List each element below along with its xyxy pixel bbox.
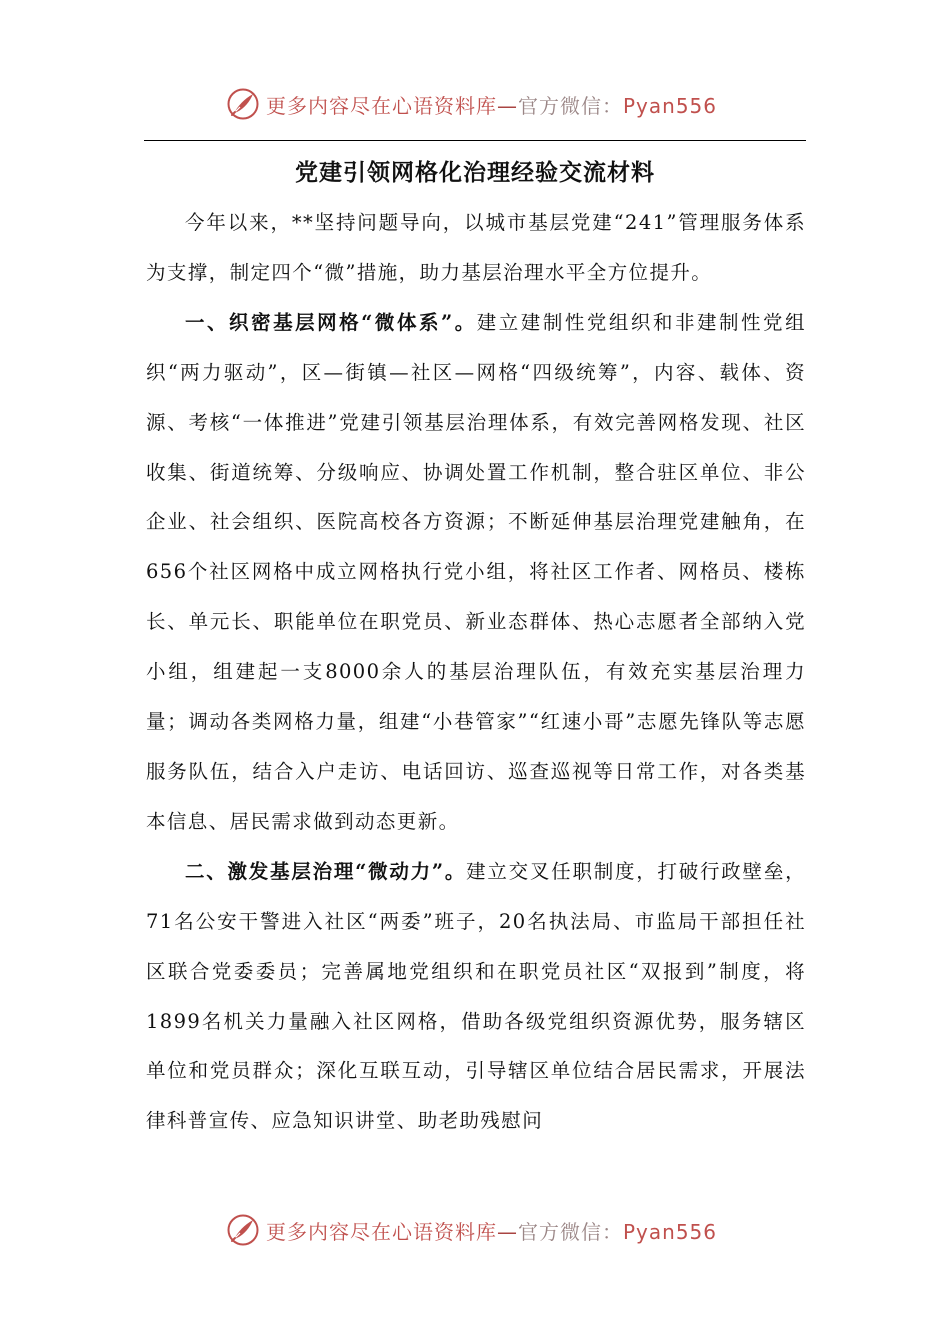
watermark-main-text: 更多内容尽在心语资料库: [266, 1219, 497, 1244]
document-body: [146, 198, 806, 1146]
pen-quill-logo-icon: [226, 1213, 260, 1247]
watermark-id: Pyan556: [623, 93, 718, 118]
header-watermark: [226, 84, 786, 124]
paragraph-section-2: [146, 847, 806, 1146]
watermark-separator: —: [497, 93, 518, 118]
paragraph-heading: 二、激发基层治理“微动力”。: [185, 859, 467, 883]
watermark-text: [266, 1216, 717, 1245]
watermark-separator: —: [497, 1219, 518, 1244]
header-divider: [144, 140, 806, 141]
watermark-text: [266, 90, 717, 119]
footer-watermark: [226, 1210, 786, 1250]
pen-quill-logo-icon: [226, 87, 260, 121]
document-title: 党建引领网格化治理经验交流材料: [295, 159, 655, 186]
paragraph-text: 建立建制性党组织和非建制性党组织“两力驱动”，区—街镇—社区—网格“四级统筹”，内容、载体、资源、考核“一体推进”党建引领基层治理体系，有效完善网格发现、社区收集、街道统筹、分级响应、协调处置工作机制，整合驻区单位、非公企业、社会组织、医院高校各方资源；不断延伸基层治理党建触角，在656个社区网格中成立网格执行党小组，将社区工作者、网格员、楼栋长、单元长、职能单位在职党员、新业态群体、热心志愿者全部纳入党小组，组建起一支8000余人的基层治理队伍，有效充实基层治理力量；调动各类网格力量，组建“小巷管家”“红速小哥”志愿先锋队等志愿服务队伍，结合入户走访、电话回访、巡查巡视等日常工作，对各类基本信息、居民需求做到动态更新。: [146, 310, 806, 833]
watermark-main-text: 更多内容尽在心语资料库: [266, 93, 497, 118]
paragraph-intro: [146, 198, 806, 298]
paragraph-heading: 一、织密基层网格“微体系”。: [185, 310, 477, 334]
watermark-id: Pyan556: [623, 1219, 718, 1244]
watermark-label: 官方微信：: [518, 93, 623, 118]
watermark-label: 官方微信：: [518, 1219, 623, 1244]
paragraph-text: 今年以来，**坚持问题导向，以城市基层党建“241”管理服务体系为支撑，制定四个“微”措施，助力基层治理水平全方位提升。: [146, 211, 806, 284]
paragraph-section-1: [146, 298, 806, 847]
paragraph-text: 建立交叉任职制度，打破行政壁垒，71名公安干警进入社区“两委”班子，20名执法局、市监局干部担任社区联合党委委员；完善属地党组织和在职党员社区“双报到”制度，将1899名机关力量融入社区网格，借助各级党组织资源优势，服务辖区单位和党员群众；深化互联互动，引导辖区单位结合居民需求，开展法律科普宣传、应急知识讲堂、助老助残慰问: [146, 859, 806, 1133]
